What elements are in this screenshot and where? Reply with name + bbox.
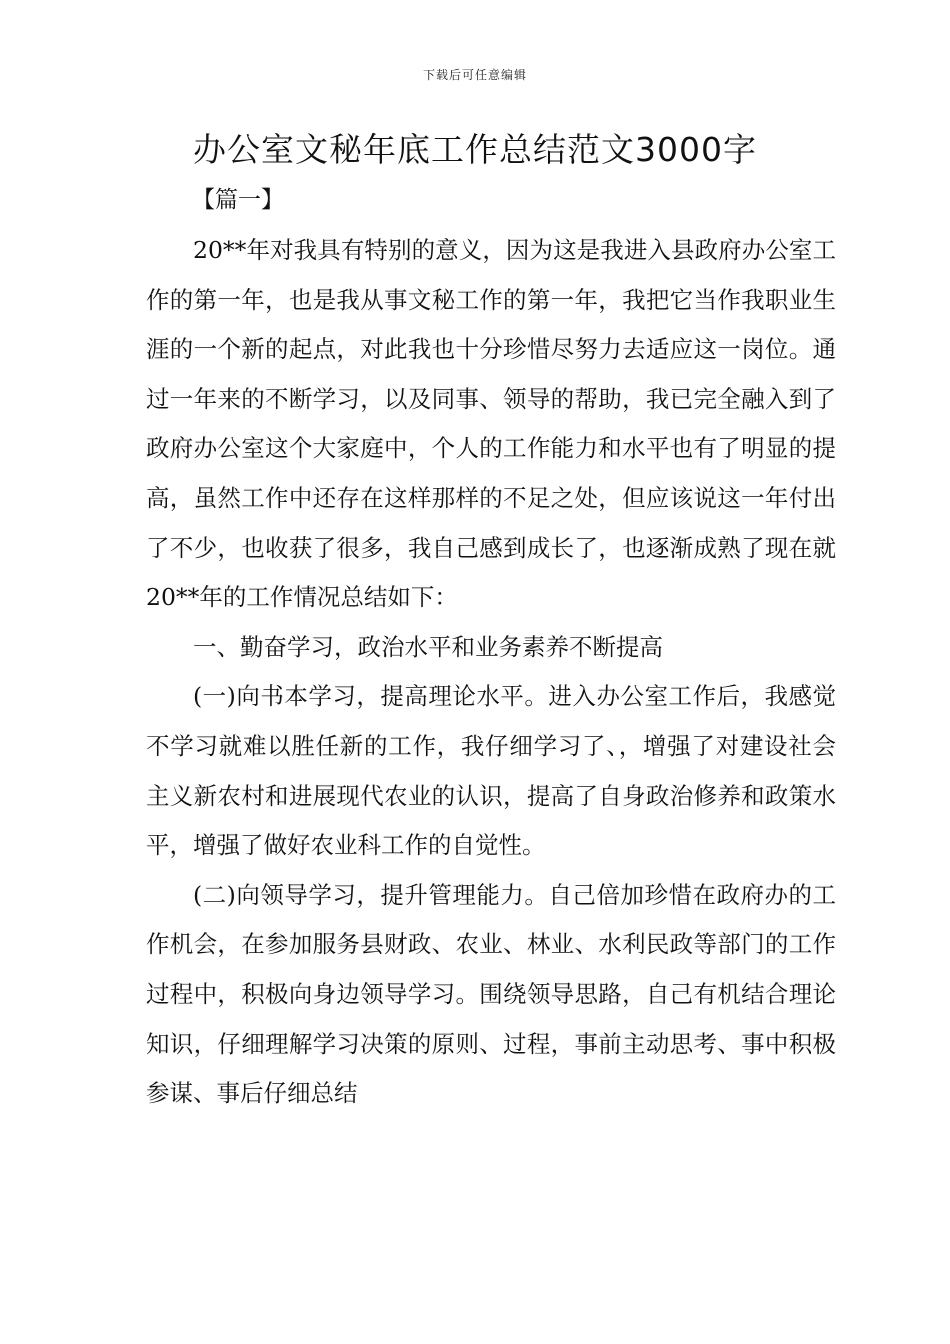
paragraph-book-study: (一)向书本学习，提高理论水平。进入办公室工作后，我感觉不学习就难以胜任新的工作，我仔细学习了、，增强了对建设社会主义新农村和进展现代农业的认识，提高了自身政治修养和政策水平，增强了做好农业科工作的自觉性。 (146, 682, 836, 860)
document-body (146, 226, 836, 1119)
paragraph-intro: 20**年对我具有特别的意义，因为这是我进入县政府办公室工作的第一年，也是我从事文秘工作的第一年，我把它当作我职业生涯的一个新的起点，对此我也十分珍惜尽努力去适应这一岗位。通过一年来的不断学习，以及同事、领导的帮助，我已完全融入到了政府办公室这个大家庭中，个人的工作能力和水平也有了明显的提高，虽然工作中还存在这样那样的不足之处，但应该说这一年付出了不少，也收获了很多，我自己感到成长了，也逐渐成熟了现在就20**年的工作情况总结如下： (146, 236, 836, 612)
header-note: 下载后可任意编辑 (422, 68, 527, 82)
paragraph-heading-one: 一、勤奋学习，政治水平和业务素养不断提高 (193, 632, 663, 661)
section-label: 【篇一】 (192, 187, 284, 213)
paragraph-leader-study: (二)向领导学习，提升管理能力。自己倍加珍惜在政府办的工作机会，在参加服务县财政、农业、林业、水利民政等部门的工作过程中，积极向身边领导学习。围绕领导思路，自己有机结合理论知识，仔细理解学习决策的原则、过程，事前主动思考、事中积极参谋、事后仔细总结 (146, 880, 836, 1108)
document-title: 办公室文秘年底工作总结范文3000字 (193, 130, 757, 169)
